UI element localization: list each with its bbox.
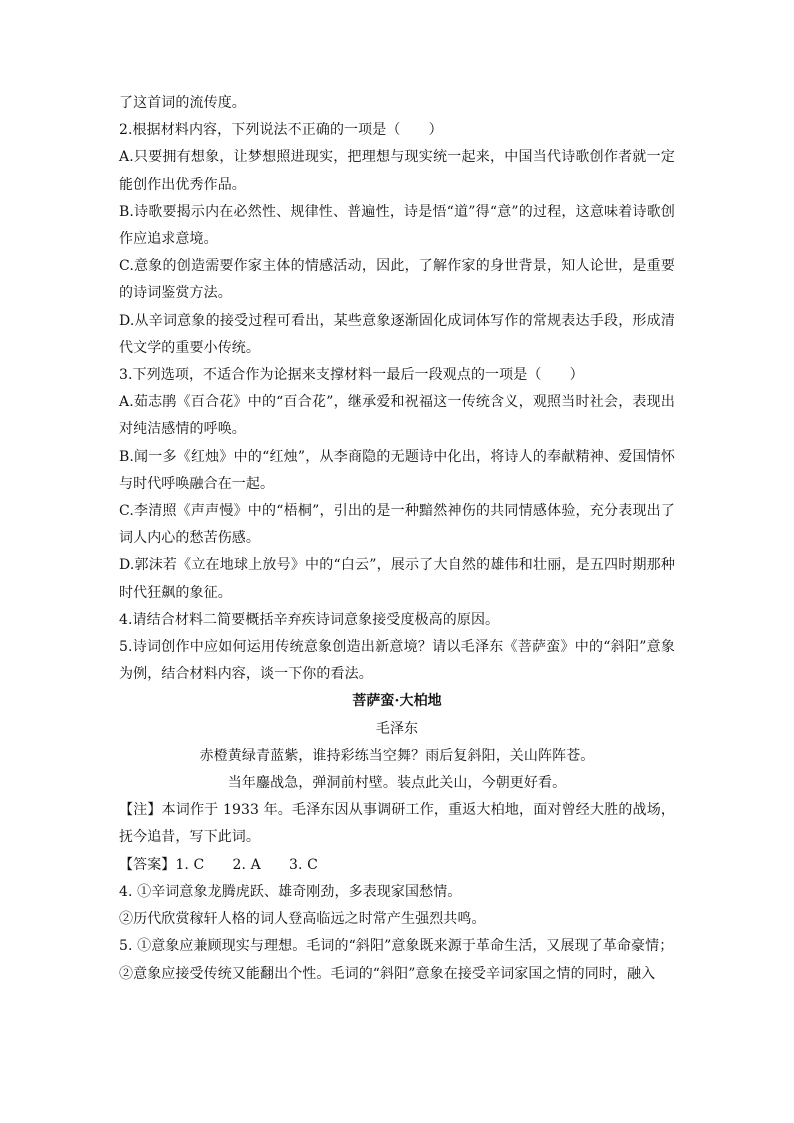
text-line: 了这首词的流传度。 [119, 95, 246, 111]
option-3a: A.茹志鹃《百合花》中的“百合花”，继承爱和祝福这一传统含义，观照当时社会，表现出对纯洁感情的呼唤。 [119, 394, 675, 438]
answer-5-point-2: ②意象应接受传统又能翻出个性。毛词的“斜阳”意象在接受辛词家国之情的同时，融入 [119, 965, 656, 982]
option-3c: C.李清照《声声慢》中的“梧桐”，引出的是一种黯然神伤的共同情感体验，充分表现出了词人内心的愁苦伤感。 [119, 503, 675, 547]
poem-line: 当年鏖战急，弹洞前村壁。装点此关山，今朝更好看。 [227, 775, 567, 792]
answer-4-point-2: ②历代欣赏稼轩人格的词人登高临远之时常产生强烈共鸣。 [119, 911, 486, 928]
option-2c: C.意象的创造需要作家主体的情感活动，因此，了解作家的身世背景，知人论世，是重要的诗词鉴赏方法。 [119, 258, 675, 302]
poem-line: 赤橙黄绿青蓝紫，谁持彩练当空舞？雨后复斜阳，关山阵阵苍。 [199, 747, 595, 764]
answer-5-point-1: 5. ①意象应兼顾现实与理想。毛词的“斜阳”意象既来源于革命生活，又展现了革命豪情； [119, 938, 674, 955]
question-5: 5.诗词创作中应如何运用传统意象创造出新意境？请以毛泽东《菩萨蛮》中的“斜阳”意象为例，结合材料内容，谈一下你的看法。 [119, 639, 675, 683]
answer-key: 【答案】1. C 2. A 3. C [119, 856, 318, 873]
question-3: 3.下列选项，不适合作为论据来支撑材料一最后一段观点的一项是（ ） [119, 367, 584, 384]
option-2d: D.从辛词意象的接受过程可看出，某些意象逐渐固化成词体写作的常规表达手段，形成清代文学的重要小传统。 [119, 312, 675, 356]
document-page [119, 90, 675, 988]
option-2a: A.只要拥有想象，让梦想照进现实，把理想与现实统一起来，中国当代诗歌创作者就一定能创作出优秀作品。 [119, 149, 675, 193]
poem-title: 菩萨蛮·大柏地 [352, 693, 442, 710]
question-4: 4.请结合材料二简要概括辛弃疾诗词意象接受度极高的原因。 [119, 611, 500, 628]
option-3b: B.闻一多《红烛》中的“红烛”，从李商隐的无题诗中化出，将诗人的奉献精神、爱国情怀与时代呼唤融合在一起。 [119, 448, 675, 492]
question-2: 2.根据材料内容，下列说法不正确的一项是（ ） [119, 122, 443, 139]
option-2b: B.诗歌要揭示内在必然性、规律性、普遍性，诗是悟“道”得“意”的过程，这意味着诗歌创作应追求意境。 [119, 203, 675, 248]
poem-note: 【注】本词作于 1933 年。毛泽东因从事调研工作，重返大柏地，面对曾经大胜的战场，抚今追昔，写下此词。 [119, 802, 675, 846]
option-3d: D.郭沫若《立在地球上放号》中的“白云”，展示了大自然的雄伟和壮丽，是五四时期那种时代狂飙的象征。 [119, 557, 675, 601]
answer-4-point-1: 4. ①辛词意象龙腾虎跃、雄奇刚劲，多表现家国愁情。 [119, 883, 462, 900]
poem-author: 毛泽东 [375, 720, 419, 737]
